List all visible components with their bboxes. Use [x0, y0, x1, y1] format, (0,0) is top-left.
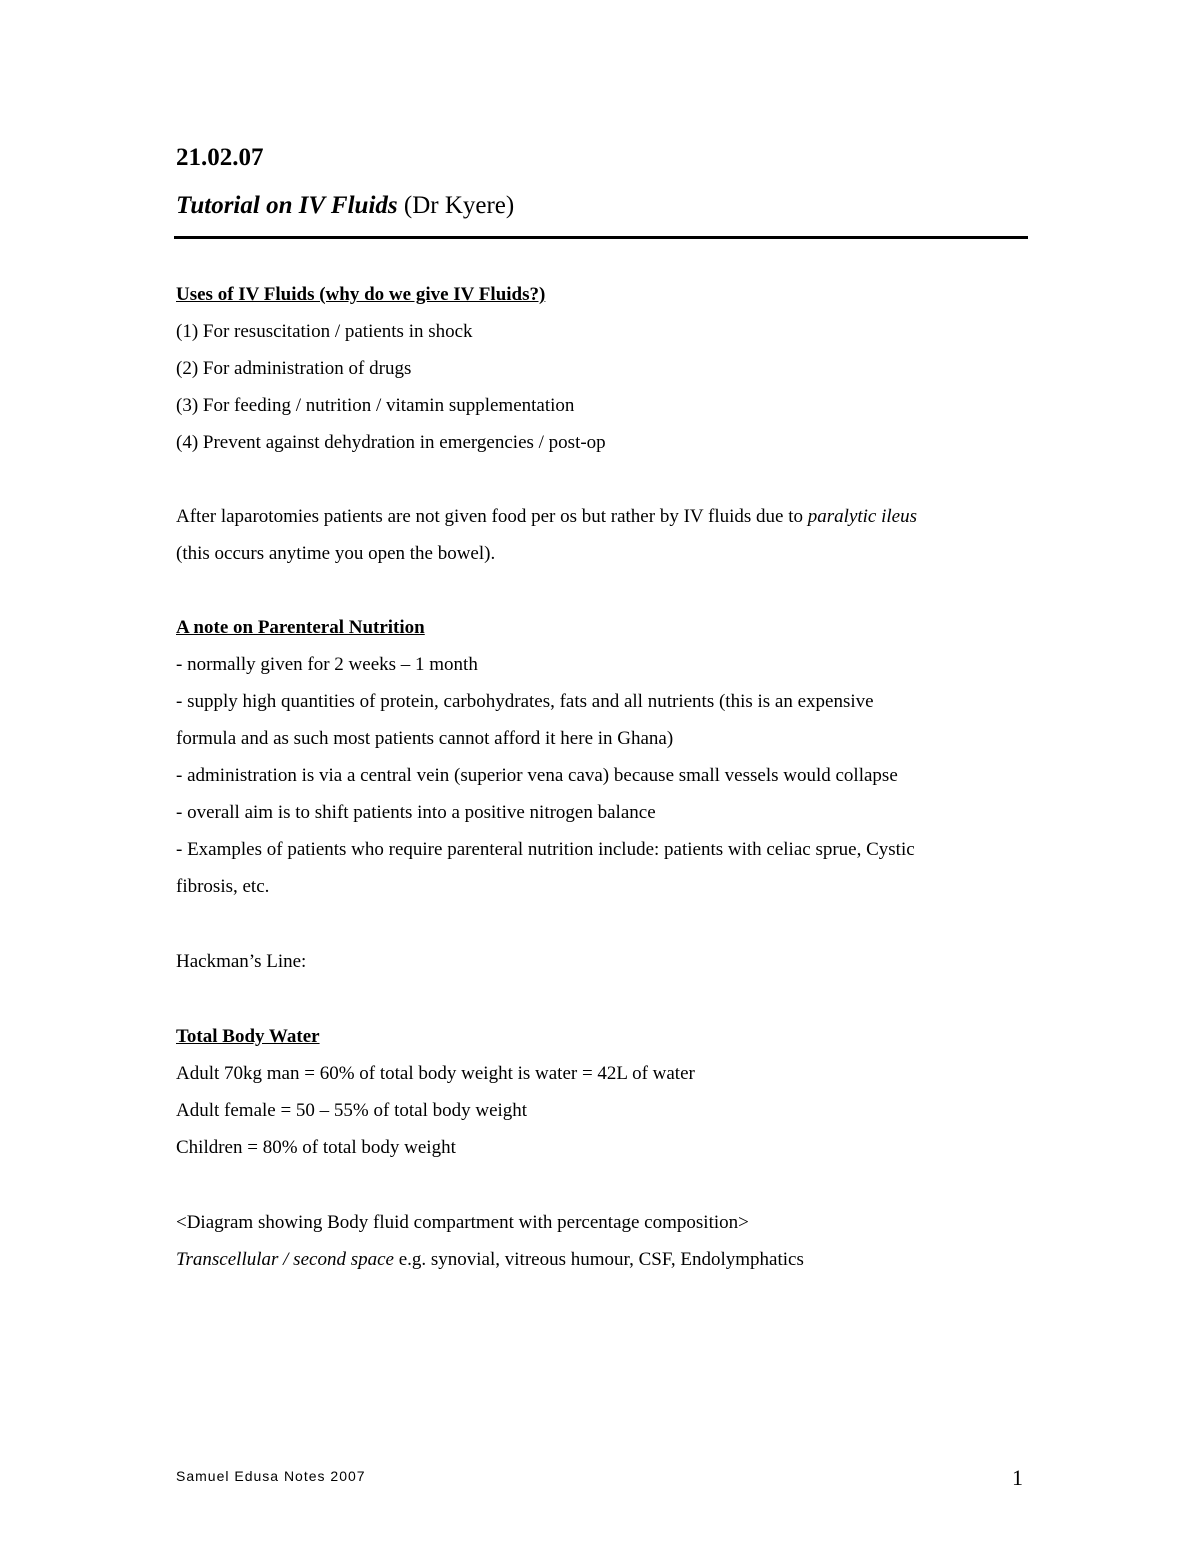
uses-heading: Uses of IV Fluids (why do we give IV Fluids?) — [176, 284, 546, 305]
body-water-line: Adult female = 50 – 55% of total body weight — [176, 1100, 528, 1121]
title-main: Tutorial on IV Fluids — [176, 192, 398, 219]
laparotomy-text: After laparotomies patients are not given food per os but rather by IV fluids due to — [176, 506, 808, 527]
parenteral-line: fibrosis, etc. — [176, 876, 270, 897]
uses-item: (2) For administration of drugs — [176, 358, 412, 379]
parenteral-section — [176, 609, 1036, 905]
uses-item: (4) Prevent against dehydration in emergencies / post-op — [176, 432, 606, 453]
body-water-heading: Total Body Water — [176, 1026, 320, 1047]
parenteral-line: formula and as such most patients cannot afford it here in Ghana) — [176, 728, 674, 749]
parenteral-line: - normally given for 2 weeks – 1 month — [176, 654, 478, 675]
parenteral-line: - administration is via a central vein (superior vena cava) because small vessels would collapse — [176, 765, 898, 786]
hackman-text: Hackman’s Line: — [176, 951, 307, 972]
body-water-line: Adult 70kg man = 60% of total body weight is water = 42L of water — [176, 1063, 695, 1084]
parenteral-heading: A note on Parenteral Nutrition — [176, 617, 425, 638]
uses-item: (3) For feeding / nutrition / vitamin supplementation — [176, 395, 575, 416]
document-date: 21.02.07 — [176, 144, 264, 171]
laparotomy-line: (this occurs anytime you open the bowel). — [176, 543, 496, 564]
hackman-section — [176, 943, 1036, 980]
footer-author: Samuel Edusa Notes 2007 — [176, 1468, 366, 1484]
diagram-placeholder: <Diagram showing Body fluid compartment with percentage composition> — [176, 1212, 749, 1233]
title-divider — [174, 236, 1028, 239]
body-water-line: Children = 80% of total body weight — [176, 1137, 456, 1158]
body-water-section — [176, 1018, 1036, 1166]
uses-section — [176, 276, 1036, 461]
uses-item: (1) For resuscitation / patients in shock — [176, 321, 473, 342]
parenteral-line: - supply high quantities of protein, carbohydrates, fats and all nutrients (this is an expensive — [176, 691, 874, 712]
transcellular-text: e.g. synovial, vitreous humour, CSF, Endolymphatics — [393, 1249, 804, 1270]
document-title — [176, 188, 514, 224]
transcellular-term: Transcellular / second space — [176, 1249, 394, 1270]
laparotomy-line — [176, 498, 1036, 535]
parenteral-line: - Examples of patients who require parenteral nutrition include: patients with celiac sprue, Cystic — [176, 839, 915, 860]
diagram-section — [176, 1204, 1036, 1278]
title-author: (Dr Kyere) — [397, 192, 515, 219]
transcellular-line — [176, 1241, 1036, 1278]
laparotomy-term: paralytic ileus — [807, 506, 917, 527]
page-number: 1 — [1012, 1465, 1023, 1490]
laparotomy-paragraph — [176, 498, 1036, 572]
parenteral-line: - overall aim is to shift patients into a positive nitrogen balance — [176, 802, 656, 823]
